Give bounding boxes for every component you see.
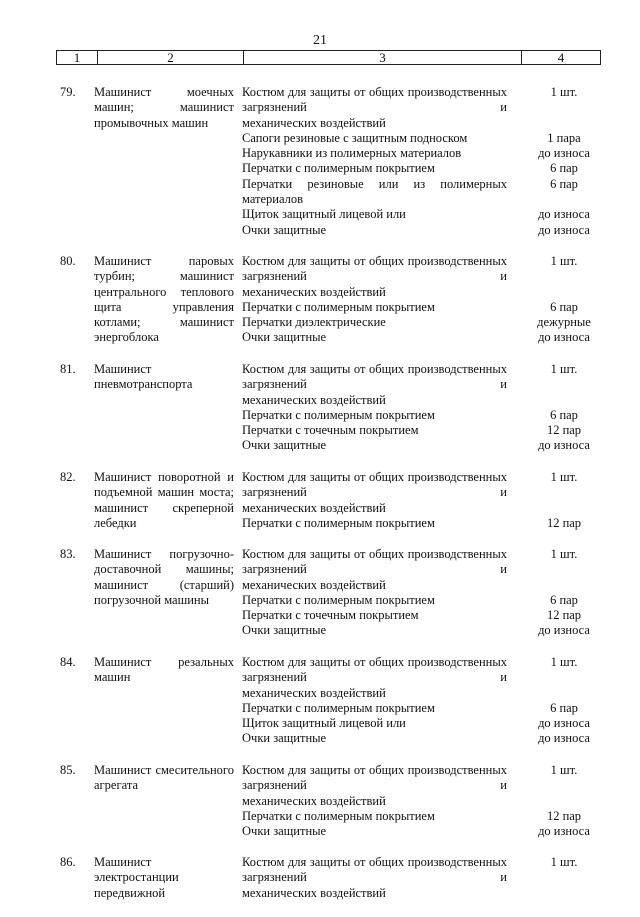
ppe-item-line: Костюм для защиты от общих производственных загрязнений и (242, 470, 507, 500)
ppe-list (242, 547, 626, 639)
ppe-item-quantity (519, 85, 609, 131)
ppe-item (242, 438, 626, 453)
ppe-item (242, 716, 626, 731)
ppe-item-name (242, 855, 507, 901)
ppe-item (242, 701, 626, 716)
ppe-item (242, 655, 626, 701)
ppe-item-line: Перчатки с точечным покрытием (242, 423, 419, 438)
ppe-item (242, 516, 626, 531)
quantity-value: до износа (538, 222, 590, 237)
ppe-item-line: Перчатки с полимерным покрытием (242, 700, 435, 715)
ppe-item-quantity (519, 470, 609, 516)
ppe-item-quantity (519, 763, 609, 809)
ppe-item-name (242, 362, 507, 408)
profession-name: Машинист поворотной и подъемной машин моста; машинист скреперной лебедки (94, 470, 234, 530)
ppe-item-line: Сапоги резиновые с защитным подноском (242, 130, 468, 145)
ppe-item-quantity (519, 161, 609, 176)
quantity-value: 1 шт. (550, 470, 578, 484)
ppe-item-quantity (519, 315, 609, 330)
table-row (0, 362, 640, 454)
ppe-item-line: Костюм для защиты от общих производственных загрязнений и (242, 254, 507, 284)
ppe-item-line: Костюм для защиты от общих производственных загрязнений и (242, 655, 507, 685)
ppe-item-name (242, 516, 507, 531)
ppe-item (242, 330, 626, 345)
table-row (0, 763, 640, 839)
table-row (0, 547, 640, 639)
ppe-item-line: Костюм для защиты от общих производственных загрязнений и (242, 362, 507, 392)
ppe-item (242, 315, 626, 330)
ppe-item-line: Перчатки с полимерным покрытием (242, 515, 435, 530)
ppe-item-quantity (519, 701, 609, 716)
quantity-value: 1 пара (547, 130, 581, 145)
ppe-item-name (242, 655, 507, 701)
ppe-item-line: Перчатки с полимерным покрытием (242, 161, 435, 176)
ppe-item-name (242, 408, 507, 423)
ppe-list (242, 855, 626, 901)
ppe-item-quantity (519, 438, 609, 453)
ppe-item-quantity (519, 254, 609, 300)
ppe-item (242, 85, 626, 131)
ppe-item-line: Перчатки с точечным покрытием (242, 608, 419, 623)
ppe-item (242, 470, 626, 516)
ppe-item-line: Перчатки диэлектрические (242, 315, 386, 330)
header-col-3: 3 (244, 51, 522, 64)
quantity-value: до износа (538, 146, 590, 161)
quantity-value: 12 пар (546, 423, 582, 438)
table-row (0, 85, 640, 238)
ppe-item-quantity (519, 731, 609, 746)
ppe-item-quantity (519, 809, 609, 824)
ppe-list (242, 362, 626, 454)
table-row (0, 470, 640, 531)
header-col-2: 2 (98, 51, 244, 64)
row-number: 82. (60, 470, 76, 484)
quantity-value: 6 пар (550, 161, 578, 176)
row-number: 80. (60, 254, 76, 268)
quantity-value: 12 пар (546, 515, 582, 530)
ppe-item-line: Костюм для защиты от общих производственных загрязнений и (242, 547, 507, 577)
ppe-item-quantity (519, 223, 609, 238)
row-number: 79. (60, 85, 76, 99)
ppe-item-quantity (519, 362, 609, 408)
ppe-item-line: механических воздействий (242, 500, 386, 515)
ppe-item-line: Костюм для защиты от общих производственных загрязнений и (242, 763, 507, 793)
quantity-value: 1 шт. (550, 254, 578, 268)
ppe-item-quantity (519, 855, 609, 901)
ppe-item-line: Очки защитные (242, 623, 327, 638)
ppe-item-name (242, 146, 507, 161)
row-number: 84. (60, 655, 76, 669)
ppe-item-name (242, 423, 507, 438)
ppe-item-quantity (519, 146, 609, 161)
row-number: 85. (60, 763, 76, 777)
ppe-item-quantity (519, 716, 609, 731)
ppe-item-quantity (519, 330, 609, 345)
ppe-item-line: Костюм для защиты от общих производственных загрязнений и (242, 85, 507, 115)
quantity-value: до износа (538, 824, 590, 839)
ppe-item-quantity (519, 300, 609, 315)
ppe-item (242, 408, 626, 423)
ppe-item-quantity (519, 408, 609, 423)
quantity-value: 1 шт. (550, 362, 578, 376)
row-number: 86. (60, 855, 76, 869)
ppe-item (242, 608, 626, 623)
ppe-item-name (242, 315, 507, 330)
ppe-item (242, 824, 626, 839)
ppe-item-quantity (519, 131, 609, 146)
ppe-item-line: механических воздействий (242, 392, 386, 407)
ppe-item-quantity (519, 593, 609, 608)
ppe-item-line: механических воздействий (242, 685, 386, 700)
ppe-item-quantity (519, 824, 609, 839)
ppe-item (242, 131, 626, 146)
quantity-value: до износа (538, 330, 590, 345)
ppe-item-name (242, 470, 507, 516)
ppe-item (242, 254, 626, 300)
profession-name: Машинист пневмотранспорта (94, 362, 193, 392)
ppe-item-name (242, 254, 507, 300)
quantity-value: до износа (538, 207, 590, 222)
ppe-item-line: Перчатки с полимерным покрытием (242, 592, 435, 607)
ppe-item (242, 855, 626, 901)
page-number: 21 (313, 33, 327, 48)
profession-name: Машинист паровых турбин; машинист центрального теплового щита управления котлами; машинист энергоблока (94, 254, 234, 345)
profession-name: Машинист смесительного агрегата (94, 763, 234, 793)
ppe-item-quantity (519, 423, 609, 438)
ppe-list (242, 655, 626, 747)
table-row (0, 254, 640, 346)
ppe-item (242, 223, 626, 238)
ppe-item-line: Очки защитные (242, 731, 327, 746)
ppe-item-name (242, 824, 507, 839)
quantity-value: 12 пар (546, 808, 582, 823)
ppe-item-line: механических воздействий (242, 115, 386, 130)
ppe-item-line: механических воздействий (242, 577, 386, 592)
ppe-item-line: Перчатки с полимерным покрытием (242, 407, 435, 422)
ppe-item-line: Нарукавники из полимерных материалов (242, 146, 462, 161)
ppe-item (242, 547, 626, 593)
quantity-value: 1 шт. (550, 763, 578, 777)
ppe-item-name (242, 85, 507, 131)
ppe-item-quantity (519, 655, 609, 701)
quantity-value: 6 пар (550, 592, 578, 607)
ppe-item-name (242, 809, 507, 824)
ppe-item-quantity (519, 623, 609, 638)
ppe-item-name (242, 593, 507, 608)
ppe-item (242, 161, 626, 176)
ppe-item-name (242, 131, 507, 146)
ppe-item-name (242, 207, 507, 222)
profession-name: Машинист резальных машин (94, 655, 234, 685)
ppe-item-name (242, 547, 507, 593)
ppe-item-name (242, 300, 507, 315)
table-header (56, 50, 601, 65)
profession-name: Машинист погрузочно-доставочной машины; машинист (старший) погрузочной машины (94, 547, 234, 607)
ppe-item-line: Щиток защитный лицевой или (242, 716, 406, 731)
ppe-item (242, 146, 626, 161)
profession-name: Машинист электростанции передвижной (94, 855, 179, 900)
header-col-4: 4 (557, 50, 565, 65)
ppe-list (242, 470, 626, 531)
ppe-item-line: Очки защитные (242, 824, 327, 839)
quantity-value: 6 пар (550, 299, 578, 314)
ppe-item (242, 623, 626, 638)
table-row (0, 655, 640, 747)
ppe-item (242, 207, 626, 222)
ppe-item-name (242, 763, 507, 809)
ppe-item-name (242, 716, 507, 731)
quantity-value: 1 шт. (550, 85, 578, 99)
ppe-item-line: механических воздействий (242, 793, 386, 808)
ppe-item-quantity (519, 207, 609, 222)
ppe-item-name (242, 608, 507, 623)
ppe-list (242, 85, 626, 238)
quantity-value: дежурные (537, 315, 591, 330)
quantity-value: 6 пар (550, 407, 578, 422)
ppe-item-line: Щиток защитный лицевой или (242, 207, 406, 222)
ppe-item-name (242, 623, 507, 638)
row-number: 81. (60, 362, 76, 376)
ppe-item (242, 177, 626, 208)
ppe-item (242, 731, 626, 746)
table-body (0, 85, 640, 917)
ppe-item-name (242, 701, 507, 716)
ppe-item (242, 593, 626, 608)
quantity-value: до износа (538, 716, 590, 731)
quantity-value: 12 пар (546, 608, 582, 623)
quantity-value: до износа (538, 731, 590, 746)
ppe-item-line: Очки защитные (242, 222, 327, 237)
ppe-item (242, 809, 626, 824)
ppe-item-name (242, 161, 507, 176)
ppe-item (242, 362, 626, 408)
ppe-item-name (242, 223, 507, 238)
ppe-item-quantity (519, 547, 609, 593)
row-number: 83. (60, 547, 76, 561)
ppe-item-quantity (519, 516, 609, 531)
ppe-item-line: Перчатки с полимерным покрытием (242, 808, 435, 823)
ppe-item-line: Перчатки с полимерным покрытием (242, 299, 435, 314)
ppe-list (242, 763, 626, 839)
ppe-item-name (242, 731, 507, 746)
ppe-item-line: Очки защитные (242, 438, 327, 453)
ppe-list (242, 254, 626, 346)
ppe-item-line: механических воздействий (242, 284, 386, 299)
ppe-item-line: Перчатки резиновые или из полимерных (242, 176, 507, 191)
quantity-value: 6 пар (550, 176, 578, 191)
quantity-value: 1 шт. (550, 655, 578, 669)
ppe-item-name (242, 177, 507, 208)
ppe-item (242, 300, 626, 315)
quantity-value: 6 пар (550, 700, 578, 715)
ppe-item-line: материалов (242, 192, 304, 207)
profession-name: Машинист моечных машин; машинист промывочных машин (94, 85, 234, 130)
quantity-value: 1 шт. (550, 855, 578, 869)
ppe-item-name (242, 438, 507, 453)
quantity-value: до износа (538, 623, 590, 638)
ppe-item-quantity (519, 608, 609, 623)
ppe-item (242, 423, 626, 438)
ppe-item-line: Очки защитные (242, 330, 327, 345)
quantity-value: до износа (538, 438, 590, 453)
ppe-item-quantity (519, 177, 609, 208)
ppe-item-line: механических воздействий (242, 885, 386, 900)
ppe-item-line: Костюм для защиты от общих производственных загрязнений и (242, 855, 507, 885)
quantity-value: 1 шт. (550, 547, 578, 561)
ppe-item (242, 763, 626, 809)
ppe-item-name (242, 330, 507, 345)
table-row (0, 855, 640, 901)
header-col-1: 1 (57, 51, 98, 64)
